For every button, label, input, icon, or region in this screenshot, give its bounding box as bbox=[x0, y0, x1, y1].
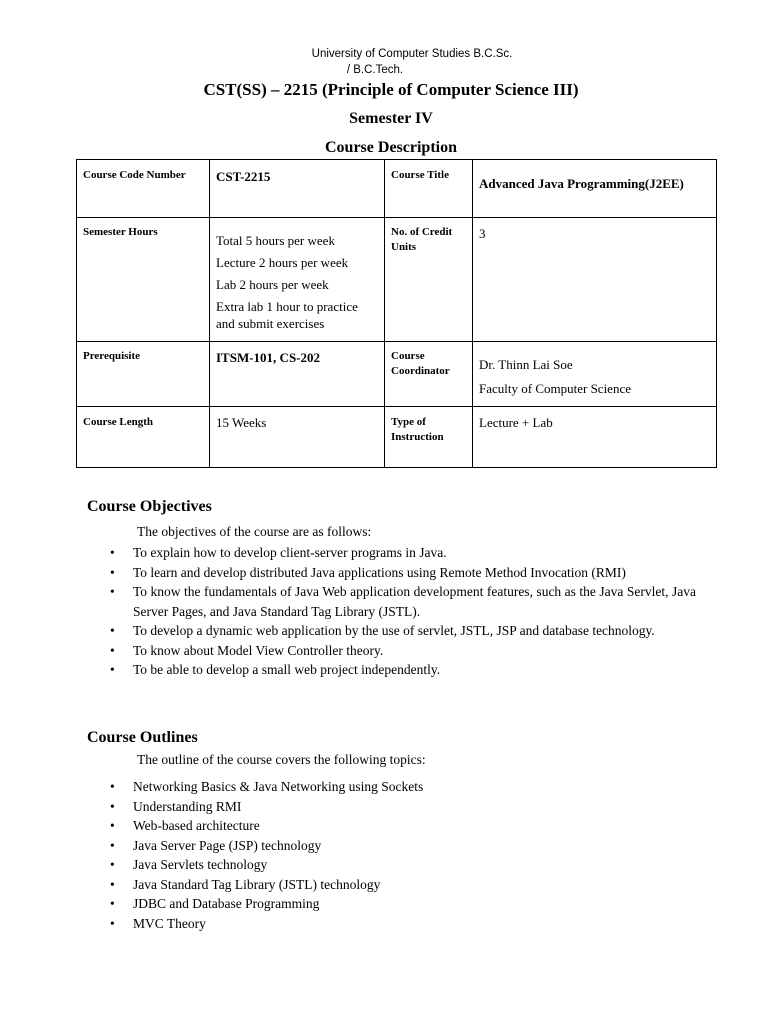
course-outlines-heading: Course Outlines bbox=[87, 729, 198, 746]
instruction-type-label: Type of Instruction bbox=[385, 407, 473, 468]
list-item: • To explain how to develop client-server programs in Java. bbox=[110, 545, 447, 560]
list-item: • To learn and develop distributed Java applications using Remote Method Invocation (RMI) bbox=[110, 564, 626, 580]
course-code-label: Course Code Number bbox=[77, 160, 210, 218]
list-item: • To know the fundamentals of Java Web application development features, such as the Java Servlet, Java Server Pages, and Java Standard Tag Library (JSTL). bbox=[110, 584, 696, 619]
instruction-type-value: Lecture + Lab bbox=[473, 407, 717, 468]
list-item: • Java Server Page (JSP) technology bbox=[110, 837, 322, 853]
course-coordinator-label: Course Coordinator bbox=[385, 342, 473, 407]
objectives-intro: The objectives of the course are as follows: bbox=[137, 524, 372, 539]
hours-lab: Lab 2 hours per week bbox=[216, 277, 329, 292]
table-row bbox=[77, 342, 717, 407]
semester-heading: Semester IV bbox=[349, 110, 433, 127]
list-item: • Java Standard Tag Library (JSTL) technology bbox=[110, 876, 381, 892]
semester-hours-label: Semester Hours bbox=[77, 218, 210, 342]
table-row bbox=[77, 160, 717, 218]
credit-units-label: No. of Credit Units bbox=[385, 218, 473, 342]
course-title-label: Course Title bbox=[385, 160, 473, 218]
list-item: • Java Servlets technology bbox=[110, 857, 268, 872]
course-code-value: CST-2215 bbox=[210, 160, 385, 218]
table-row bbox=[77, 407, 717, 468]
table-row bbox=[77, 218, 717, 342]
hours-lecture: Lecture 2 hours per week bbox=[216, 255, 349, 270]
list-item: • To know about Model View Controller theory. bbox=[110, 642, 384, 658]
course-coordinator-value bbox=[473, 342, 717, 407]
objectives-list bbox=[110, 543, 696, 680]
prerequisite-label: Prerequisite bbox=[77, 342, 210, 407]
list-item: • To be able to develop a small web project independently. bbox=[110, 662, 441, 677]
list-item: • To develop a dynamic web application by the use of servlet, JSTL, JSP and database technology. bbox=[110, 623, 655, 638]
semester-hours-value bbox=[210, 218, 385, 342]
list-item: • Understanding RMI bbox=[110, 798, 242, 814]
course-title-heading: CST(SS) – 2215 (Principle of Computer Science III) bbox=[203, 80, 579, 99]
university-line-1: University of Computer Studies B.C.Sc. bbox=[311, 48, 513, 60]
outlines-list bbox=[110, 777, 696, 933]
hours-total: Total 5 hours per week bbox=[216, 233, 335, 248]
prerequisite-value: ITSM-101, CS-202 bbox=[210, 342, 385, 407]
list-item: • Networking Basics & Java Networking using Sockets bbox=[110, 779, 424, 794]
university-line-2: / B.C.Tech. bbox=[346, 64, 404, 76]
course-length-value: 15 Weeks bbox=[210, 407, 385, 468]
outlines-intro: The outline of the course covers the following topics: bbox=[137, 752, 426, 767]
course-length-label: Course Length bbox=[77, 407, 210, 468]
list-item: • MVC Theory bbox=[110, 915, 206, 931]
credit-units-value: 3 bbox=[473, 218, 717, 342]
list-item: • JDBC and Database Programming bbox=[110, 896, 320, 911]
course-title-value: Advanced Java Programming(J2EE) bbox=[473, 160, 717, 218]
hours-extra-lab: Extra lab 1 hour to practice and submit exercises bbox=[216, 299, 358, 331]
course-description-heading: Course Description bbox=[325, 139, 457, 156]
course-description-table bbox=[76, 159, 717, 468]
coordinator-name: Dr. Thinn Lai Soe bbox=[479, 357, 573, 372]
course-objectives-heading: Course Objectives bbox=[87, 498, 212, 515]
coordinator-faculty: Faculty of Computer Science bbox=[479, 381, 631, 396]
list-item: • Web-based architecture bbox=[110, 818, 260, 833]
